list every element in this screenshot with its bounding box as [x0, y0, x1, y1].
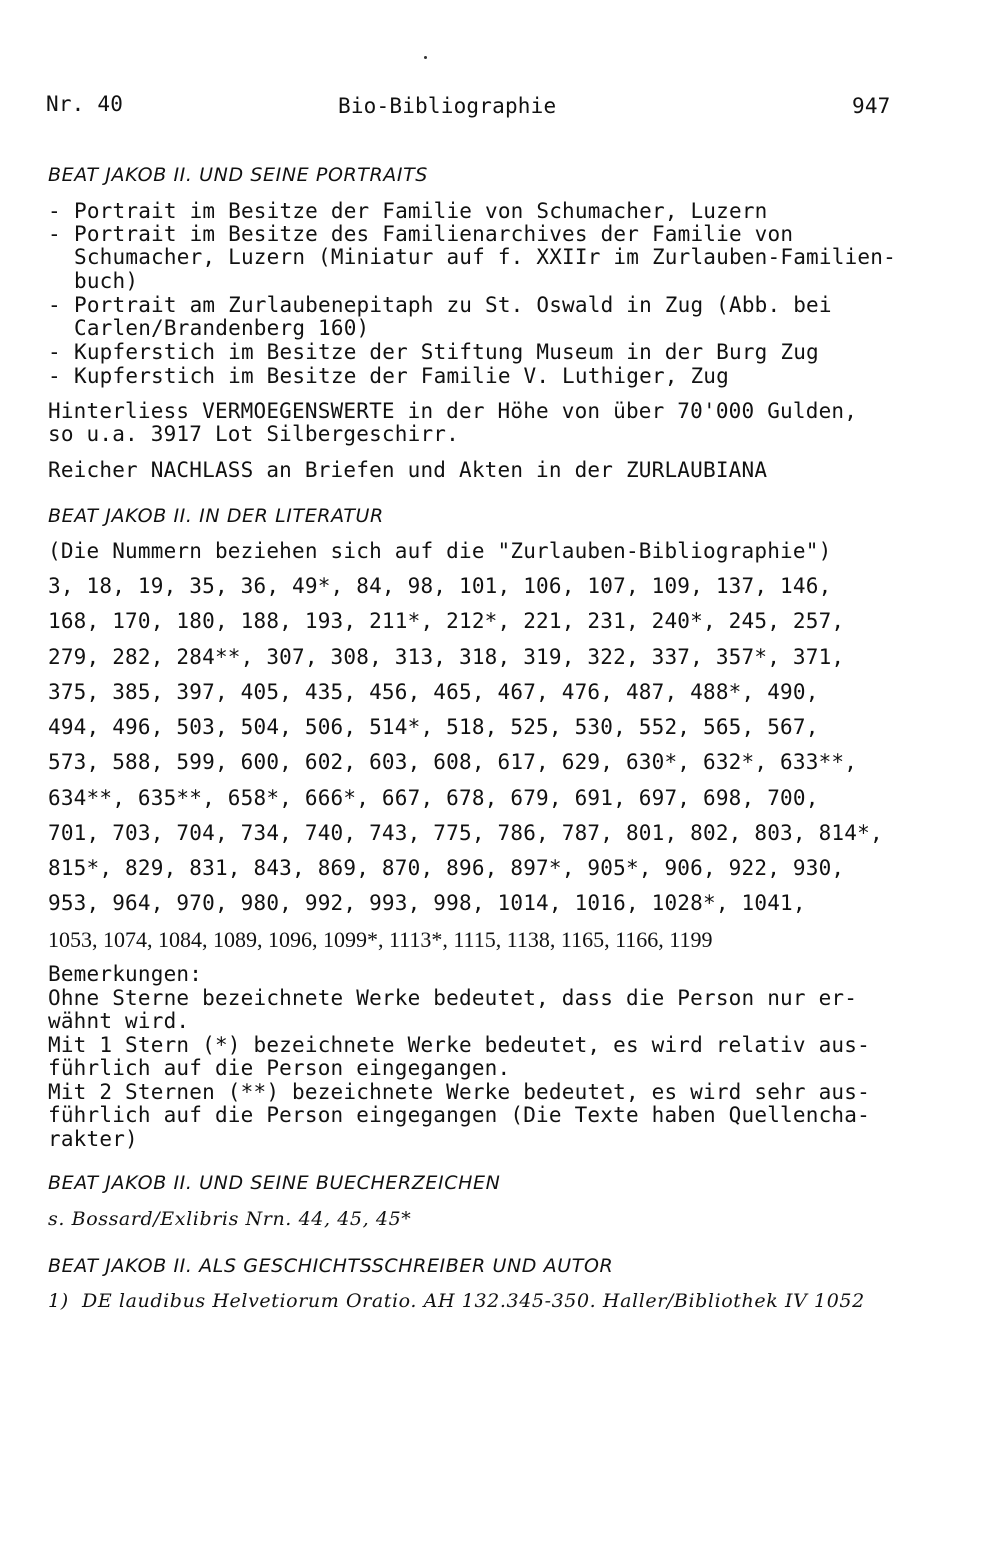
list-item-text: Schumacher, Luzern (Miniatur auf f. XXIIr im Zurlauben-Familien- — [74, 245, 896, 269]
list-dash: - — [48, 293, 61, 317]
entry-number: Nr. 40 — [46, 92, 124, 116]
number-row: 168, 170, 180, 188, 193, 211*, 212*, 221, 231, 240*, 245, 257, — [48, 609, 845, 633]
remarks-line: Bemerkungen: — [48, 962, 203, 986]
number-row: 494, 496, 503, 504, 506, 514*, 518, 525, 530, 552, 565, 567, — [48, 715, 819, 739]
number-row: 573, 588, 599, 600, 602, 603, 608, 617, 629, 630*, 632*, 633**, — [48, 750, 858, 774]
list-item-text: Portrait im Besitze der Familie von Schumacher, Luzern — [74, 199, 768, 223]
number-row: 3, 18, 19, 35, 36, 49*, 84, 98, 101, 106, 107, 109, 137, 146, — [48, 574, 832, 598]
list-item-text: Carlen/Brandenberg 160) — [74, 316, 370, 340]
number-row: 1053, 1074, 1084, 1089, 1096, 1099*, 1113*, 1115, 1138, 1165, 1166, 1199 — [48, 927, 713, 952]
number-row: 279, 282, 284**, 307, 308, 313, 318, 319, 322, 337, 357*, 371, — [48, 645, 845, 669]
list-item-text: Portrait im Besitze des Familienarchives der Familie von — [74, 222, 794, 246]
number-row: 634**, 635**, 658*, 666*, 667, 678, 679, 691, 697, 698, 700, — [48, 786, 819, 810]
remarks-line: führlich auf die Person eingegangen. — [48, 1056, 511, 1080]
section-heading-bookplates: BEAT JAKOB II. UND SEINE BUECHERZEICHEN — [48, 1172, 501, 1194]
estate-line: Reicher NACHLASS an Briefen und Akten in der ZURLAUBIANA — [48, 458, 768, 482]
list-dash: - — [48, 199, 61, 223]
number-row: 375, 385, 397, 405, 435, 456, 465, 467, 476, 487, 488*, 490, — [48, 680, 819, 704]
section-heading-literature: BEAT JAKOB II. IN DER LITERATUR — [48, 505, 384, 527]
page-number: 947 — [852, 94, 891, 118]
number-row: 953, 964, 970, 980, 992, 993, 998, 1014, 1016, 1028*, 1041, — [48, 891, 806, 915]
remarks-line: rakter) — [48, 1127, 138, 1151]
wealth-line: Hinterliess VERMOEGENSWERTE in der Höhe von über 70'000 Gulden, — [48, 399, 858, 423]
author-entry: 1) DE laudibus Helvetiorum Oratio. AH 132.345-350. Haller/Bibliothek IV 1052 — [48, 1290, 865, 1312]
remarks-line: Ohne Sterne bezeichnete Werke bedeutet, dass die Person nur er- — [48, 986, 858, 1010]
remarks-line: führlich auf die Person eingegangen (Die Texte haben Quellencha- — [48, 1103, 870, 1127]
speck-mark — [424, 56, 427, 59]
list-dash: - — [48, 364, 61, 388]
list-dash: - — [48, 340, 61, 364]
literature-note: (Die Nummern beziehen sich auf die "Zurlauben-Bibliographie") — [48, 539, 832, 563]
remarks-line: wähnt wird. — [48, 1009, 190, 1033]
remarks-line: Mit 2 Sternen (**) bezeichnete Werke bedeutet, es wird sehr aus- — [48, 1080, 870, 1104]
list-item-text: buch) — [74, 269, 139, 293]
section-heading-portraits: BEAT JAKOB II. UND SEINE PORTRAITS — [48, 164, 428, 186]
section-heading-author: BEAT JAKOB II. ALS GESCHICHTSSCHREIBER UND AUTOR — [48, 1255, 614, 1277]
running-title: Bio-Bibliographie — [338, 94, 557, 118]
number-row: 815*, 829, 831, 843, 869, 870, 896, 897*, 905*, 906, 922, 930, — [48, 856, 845, 880]
remarks-line: Mit 1 Stern (*) bezeichnete Werke bedeutet, es wird relativ aus- — [48, 1033, 870, 1057]
number-row: 701, 703, 704, 734, 740, 743, 775, 786, 787, 801, 802, 803, 814*, — [48, 821, 883, 845]
list-item-text: Kupferstich im Besitze der Familie V. Luthiger, Zug — [74, 364, 729, 388]
list-item-text: Kupferstich im Besitze der Stiftung Museum in der Burg Zug — [74, 340, 819, 364]
list-dash: - — [48, 222, 61, 246]
bookplate-reference: s. Bossard/Exlibris Nrn. 44, 45, 45* — [48, 1208, 412, 1230]
wealth-line: so u.a. 3917 Lot Silbergeschirr. — [48, 422, 459, 446]
list-item-text: Portrait am Zurlaubenepitaph zu St. Oswald in Zug (Abb. bei — [74, 293, 832, 317]
